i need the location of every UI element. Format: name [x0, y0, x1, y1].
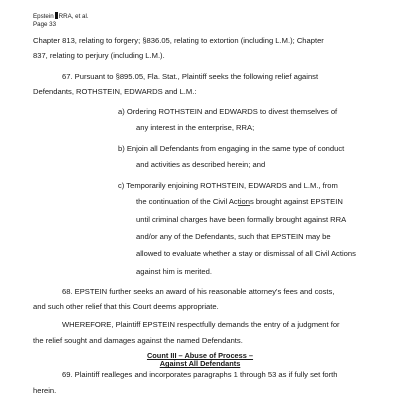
body-line: Defendants, ROTHSTEIN, EDWARDS and L.M.: [33, 87, 197, 96]
paragraph-69: 69. Plaintiff realleges and incorporates paragraphs 1 through 53 as if fully set forth [62, 370, 338, 380]
case-caption [33, 12, 89, 21]
list-item-c-cont: against him is merited. [136, 267, 212, 277]
body-line: the relief sought and damages against the named Defendants. [33, 335, 243, 345]
caption-parties: RRA, et al. [58, 13, 89, 20]
wherefore-clause: WHEREFORE, Plaintiff EPSTEIN respectfully demands the entry of a judgment for [62, 320, 340, 330]
body-line: herein. [33, 385, 57, 395]
body-line: and such other relief that this Court deems appropriate. [33, 301, 219, 311]
list-item-b-cont: and activities as described herein; and [136, 159, 266, 169]
list-item-a-cont: any interest in the enterprise, RRA; [136, 122, 255, 132]
paragraph-67: 67. Pursuant to §895.05, Fla. Stat., Plaintiff seeks the following relief against [62, 71, 319, 81]
list-item-b: b) Enjoin all Defendants from engaging in the same type of conduct [118, 144, 345, 154]
count-heading: Count III – Abuse of Process – [146, 351, 254, 361]
list-item-a: a) Ordering ROTHSTEIN and EDWARDS to divest themselves of [118, 107, 338, 117]
body-line: Chapter 813, relating to forgery; §836.05, relating to extortion (including L.M.); Chapter [33, 36, 324, 45]
list-item-c-cont: until criminal charges have been formally brought against RRA [136, 215, 347, 225]
body-line: 837, relating to perjury (including L.M.). [33, 51, 165, 61]
page-number: Page 33 [33, 21, 57, 28]
list-item-c-cont: and/or any of the Defendants, such that EPSTEIN may be [136, 231, 331, 241]
page-header [33, 12, 89, 29]
count-subheading: Against All Defendants [159, 359, 241, 369]
paragraph-68: 68. EPSTEIN further seeks an award of his reasonable attorney's fees and costs, [62, 286, 335, 296]
redaction-bar [55, 12, 58, 19]
list-item-c-cont: allowed to evaluate whether a stay or dismissal of all Civil Actions [136, 249, 356, 259]
caption-name: Epstein [33, 13, 54, 20]
list-item-c-cont: the continuation of the Civil Actions brought against EPSTEIN [136, 197, 343, 207]
list-item-c: c) Temporarily enjoining ROTHSTEIN, EDWARDS and L.M., from [118, 180, 338, 190]
